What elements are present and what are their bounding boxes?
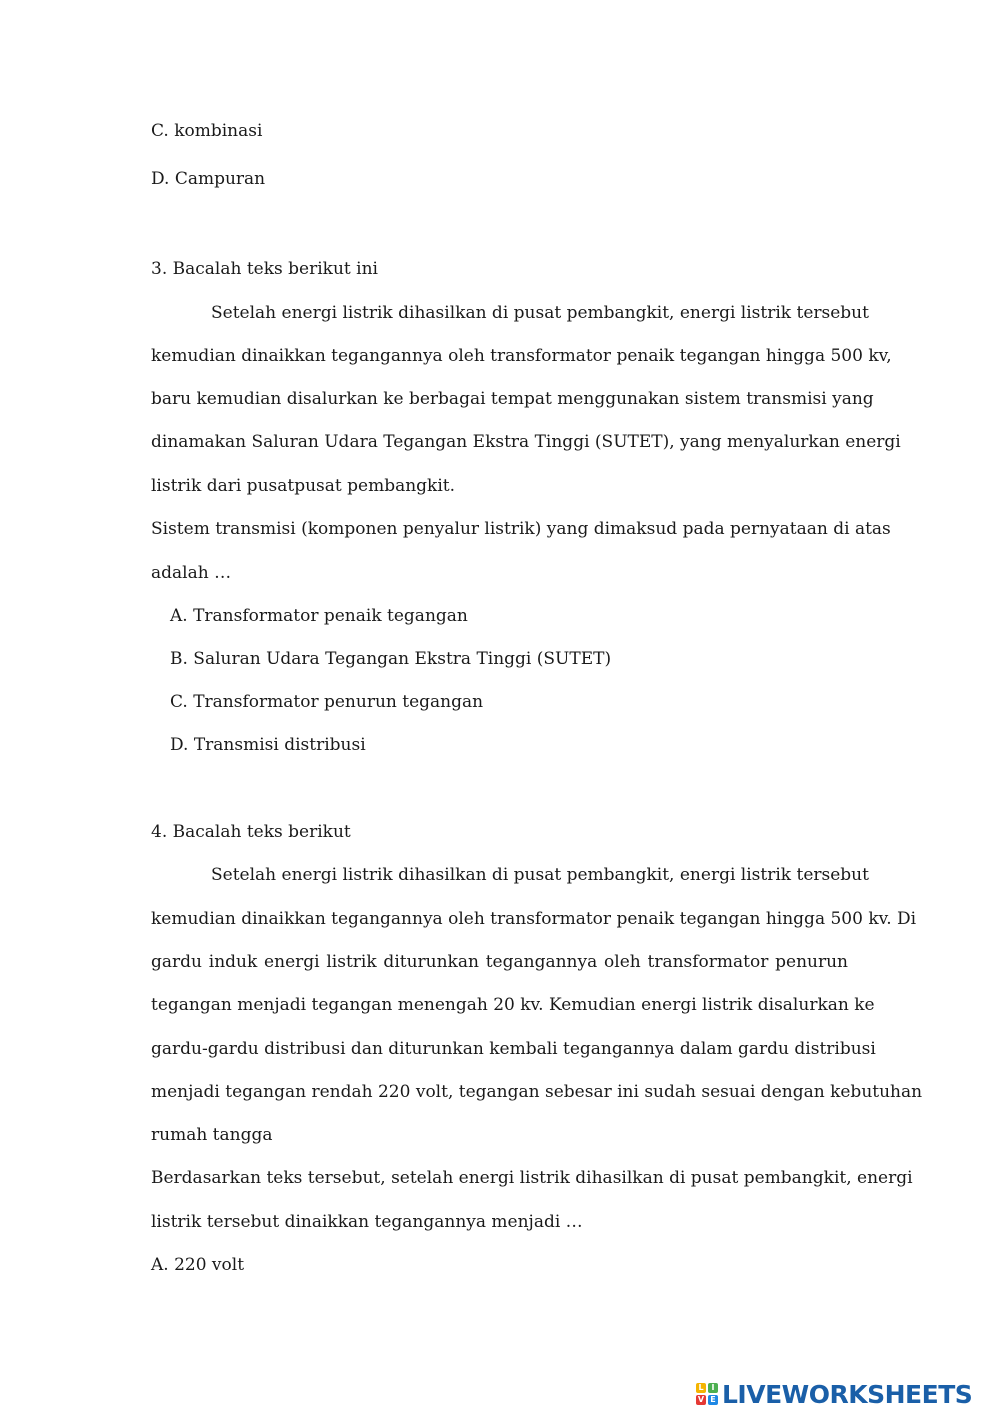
q3-option-a: A. Transformator penaik tegangan xyxy=(170,606,468,626)
q2-option-c: C. kombinasi xyxy=(151,121,263,141)
q4-question-line: listrik tersebut dinaikkan tegangannya menjadi … xyxy=(151,1212,583,1232)
q3-question-line: adalah … xyxy=(151,563,232,583)
logo-block: I xyxy=(708,1383,718,1393)
q4-passage-line: gardu induk energi listrik diturunkan tegangannya oleh transformator penurun xyxy=(151,952,848,972)
logo-block: L xyxy=(696,1383,706,1393)
q4-passage-line: kemudian dinaikkan tegangannya oleh transformator penaik tegangan hingga 500 kv. Di xyxy=(151,909,917,929)
q3-passage-line: kemudian dinaikkan tegangannya oleh transformator penaik tegangan hingga 500 kv, xyxy=(151,346,892,366)
q4-option-a: A. 220 volt xyxy=(151,1255,245,1275)
logo-block: E xyxy=(708,1395,718,1405)
q3-option-d: D. Transmisi distribusi xyxy=(170,735,366,755)
logo-block: V xyxy=(697,1395,705,1404)
q4-passage-line: Setelah energi listrik dihasilkan di pusat pembangkit, energi listrik tersebut xyxy=(211,865,869,885)
q2-option-d: D. Campuran xyxy=(151,169,266,189)
q4-heading: 4. Bacalah teks berikut xyxy=(151,822,351,842)
logo-blocks-icon xyxy=(696,1383,718,1405)
q4-passage-line: rumah tangga xyxy=(151,1125,273,1145)
q3-option-c: C. Transformator penurun tegangan xyxy=(170,692,484,712)
q4-question-line: Berdasarkan teks tersebut, setelah energi listrik dihasilkan di pusat pembangkit, energi xyxy=(151,1168,913,1188)
liveworksheets-logo[interactable] xyxy=(696,1379,972,1409)
q3-passage-line: dinamakan Saluran Udara Tegangan Ekstra Tinggi (SUTET), yang menyalurkan energi xyxy=(151,432,901,452)
q3-passage-line: Setelah energi listrik dihasilkan di pusat pembangkit, energi listrik tersebut xyxy=(211,303,869,323)
q3-passage-line: baru kemudian disalurkan ke berbagai tempat menggunakan sistem transmisi yang xyxy=(151,389,874,409)
q3-option-b: B. Saluran Udara Tegangan Ekstra Tinggi (SUTET) xyxy=(170,649,612,669)
q3-passage-line: listrik dari pusatpusat pembangkit. xyxy=(151,476,456,496)
q3-heading: 3. Bacalah teks berikut ini xyxy=(151,259,378,279)
q3-question-line: Sistem transmisi (komponen penyalur listrik) yang dimaksud pada pernyataan di atas xyxy=(151,519,891,539)
q4-passage-line: menjadi tegangan rendah 220 volt, tegangan sebesar ini sudah sesuai dengan kebutuhan xyxy=(151,1082,923,1102)
q4-passage-line: gardu-gardu distribusi dan diturunkan kembali tegangannya dalam gardu distribusi xyxy=(151,1039,876,1059)
logo-text: LIVEWORKSHEETS xyxy=(722,1379,973,1409)
q4-passage-line: tegangan menjadi tegangan menengah 20 kv. Kemudian energi listrik disalurkan ke xyxy=(151,995,875,1015)
